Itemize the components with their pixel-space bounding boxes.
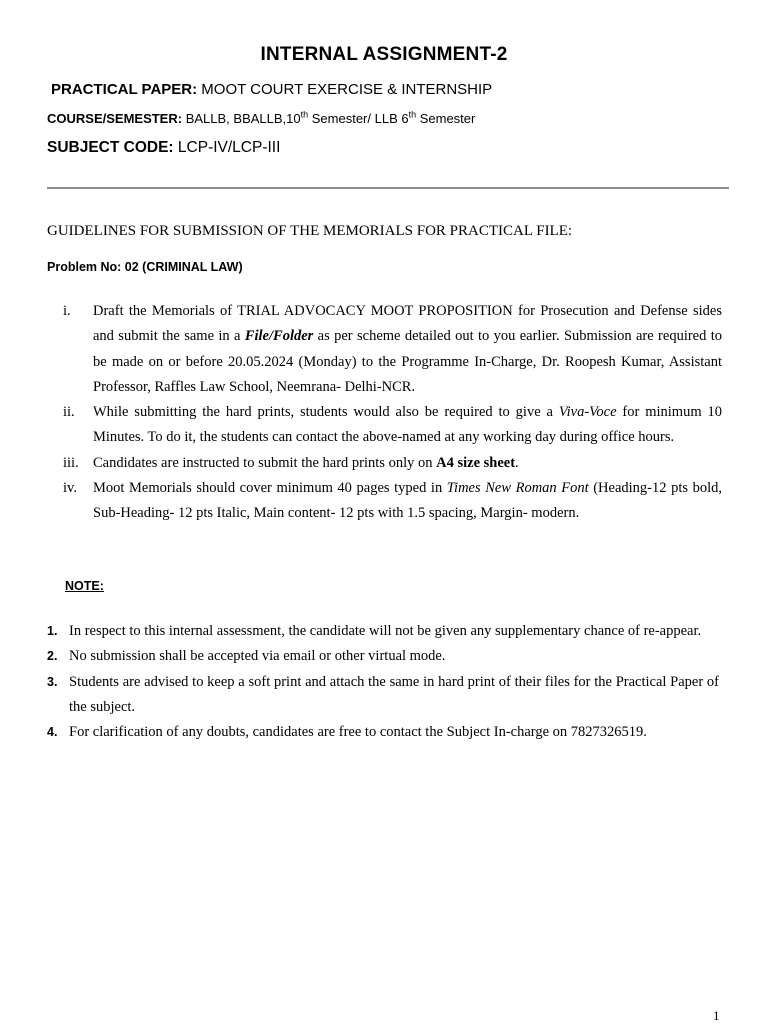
list-item (47, 670, 719, 721)
list-item-text: In respect to this internal assessment, the candidate will not be given any supplementary chance of re-appear. (69, 623, 702, 639)
list-item-text: Candidates are instructed to submit the hard prints only on (93, 454, 437, 471)
list-item (47, 644, 719, 669)
guidelines-heading: GUIDELINES FOR SUBMISSION OF THE MEMORIALS FOR PRACTICAL FILE: (47, 223, 573, 239)
list-item (47, 619, 719, 644)
course-value-a: BALLB, BBALLB,10 (185, 111, 301, 126)
subject-code-line (47, 139, 280, 157)
course-sup-a: th (300, 109, 309, 120)
list-item (47, 476, 722, 527)
list-item-emphasis: File/Folder (244, 328, 314, 345)
list-item-text: No submission shall be accepted via email or other virtual mode. (69, 648, 446, 665)
list-item-text: Students are advised to keep a soft print and attach the same in hard print of their files for the Practical Paper of the subject. (69, 673, 719, 715)
list-item (47, 400, 722, 451)
course-semester-line (47, 111, 475, 126)
list-item-emphasis: Times New Roman Font (446, 480, 589, 497)
practical-paper-label: PRACTICAL PAPER: (51, 81, 198, 98)
subject-code-value: LCP-IV/LCP-III (177, 139, 281, 156)
course-value-c: Semester (416, 111, 476, 126)
document-title: INTERNAL ASSIGNMENT-2 (260, 44, 508, 65)
course-semester-label: COURSE/SEMESTER: (47, 111, 183, 126)
list-item-number: 2. (47, 649, 58, 664)
problem-heading: Problem No: 02 (CRIMINAL LAW) (47, 260, 243, 274)
practical-paper-line (51, 81, 492, 98)
course-value-b: Semester/ LLB 6 (308, 111, 409, 126)
list-item (47, 720, 719, 745)
list-item-text: (Heading-12 pts bold, Sub-Heading- 12 pts Italic, Main content- 12 pts with 1.5 spacing, Margin- modern. (93, 480, 723, 522)
list-item-text: For clarification of any doubts, candidates are free to contact the Subject In-charge on 7827326519. (69, 724, 647, 741)
list-item-text: Moot Memorials should cover minimum 40 pages typed in (93, 480, 447, 497)
list-item-number: iii. (63, 454, 79, 471)
list-item-text: for minimum 10 Minutes. To do it, the students can contact the above-named at any working day during office hours. (93, 404, 722, 446)
list-item-number: ii. (63, 404, 75, 421)
list-item-text: as per scheme detailed out to you earlier. Submission are required to be made on or before 20.05.2024 (Monday) to the Programme In-Charge, Dr. Roopesh Kumar, Assistant Professor, Raffles Law School, Neemrana- Delhi-NCR. (93, 328, 723, 395)
list-item-number: 3. (47, 674, 58, 689)
list-item-text: While submitting the hard prints, students would also be required to give a (93, 404, 559, 421)
subject-code-label: SUBJECT CODE: (47, 139, 174, 156)
list-item (47, 299, 722, 400)
note-heading: NOTE: (65, 579, 104, 593)
list-item (47, 451, 722, 476)
list-item-number: iv. (63, 480, 77, 497)
list-item-emphasis: A4 size sheet (436, 454, 516, 471)
list-item-number: 4. (47, 725, 58, 740)
notes-list (47, 619, 719, 745)
horizontal-divider (47, 187, 729, 189)
list-item-text: Draft the Memorials of TRIAL ADVOCACY MOOT PROPOSITION for Prosecution and Defense sides and submit the same in a (93, 303, 722, 345)
list-item-number: i. (63, 303, 71, 319)
list-item-number: 1. (47, 624, 58, 638)
guidelines-list (47, 299, 722, 527)
page-number: 1 (713, 1008, 720, 1023)
list-item-text: . (515, 454, 519, 471)
list-item-emphasis: Viva-Voce (558, 404, 617, 421)
practical-paper-value: MOOT COURT EXERCISE & INTERNSHIP (201, 81, 493, 98)
course-sup-b: th (408, 109, 417, 120)
